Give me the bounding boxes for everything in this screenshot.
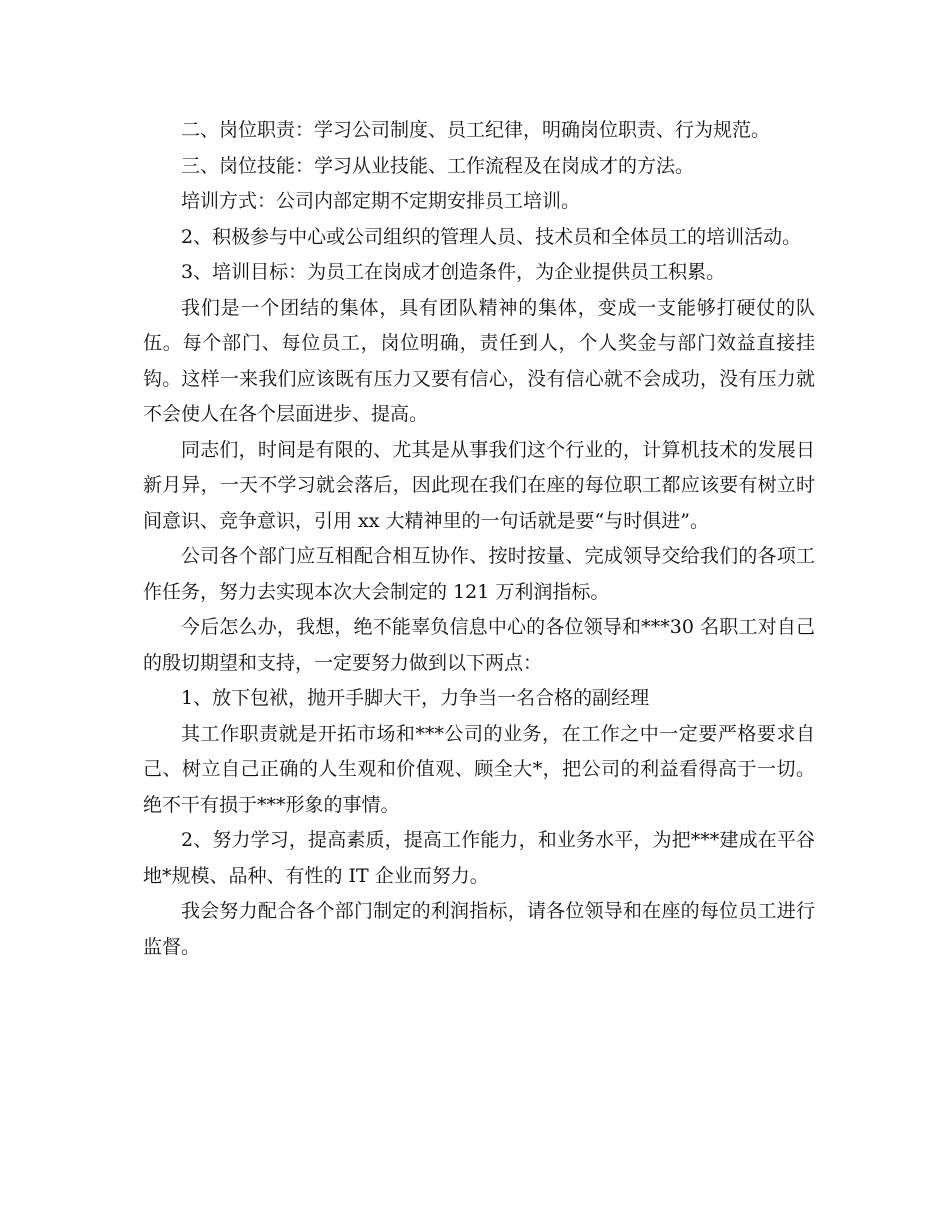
paragraph-training-participation: 2、积极参与中心或公司组织的管理人员、技术员和全体员工的培训活动。: [181, 225, 802, 248]
paragraph-training-method: 培训方式：公司内部定期不定期安排员工培训。: [181, 190, 581, 212]
document-body: [143, 113, 815, 965]
paragraph-closing: 我会努力配合各个部门制定的利润指标，请各位领导和在座的每位员工进行监督。: [143, 900, 815, 958]
paragraph-team-spirit: 我们是一个团结的集体，具有团队精神的集体，变成一支能够打硬仗的队伍。每个部门、每位员工，岗位明确，责任到人，个人奖金与部门效益直接挂钩。这样一来我们应该既有压力又要有信心，没有信心就不会成功，没有压力就不会使人在各个层面进步、提高。: [143, 296, 815, 425]
paragraph-job-duties: 二、岗位职责：学习公司制度、员工纪律，明确岗位职责、行为规范。: [181, 119, 771, 141]
paragraph-department-cooperation: 公司各个部门应互相配合相互协作、按时按量、完成领导交给我们的各项工作任务，努力去实现本次大会制定的 121 万利润指标。: [143, 545, 815, 603]
paragraph-point-one: 1、放下包袱，抛开手脚大干，力争当一名合格的副经理: [181, 687, 650, 709]
paragraph-job-responsibility: 其工作职责就是开拓市场和***公司的业务，在工作之中一定要严格要求自己、树立自己正确的人生观和价值观、顾全大*，把公司的利益看得高于一切。绝不干有损于***形象的事情。: [143, 722, 815, 816]
paragraph-training-goal: 3、培训目标：为员工在岗成才创造条件，为企业提供员工积累。: [181, 261, 726, 283]
paragraph-job-skills: 三、岗位技能：学习从业技能、工作流程及在岗成才的方法。: [181, 154, 695, 177]
paragraph-point-two: 2、努力学习，提高素质，提高工作能力，和业务水平，为把***建成在平谷地*规模、品种、有性的 IT 企业而努力。: [143, 829, 815, 887]
paragraph-keep-pace: 同志们，时间是有限的、尤其是从事我们这个行业的，计算机技术的发展日新月异，一天不学习就会落后，因此现在我们在座的每位职工都应该要有树立时间意识、竞争意识，引用 xx 大精神里的一句话就是要“与时俱进”。: [143, 438, 815, 532]
paragraph-future-plan: 今后怎么办，我想，绝不能辜负信息中心的各位领导和***30 名职工对自己的殷切期望和支持，一定要努力做到以下两点：: [143, 616, 815, 674]
